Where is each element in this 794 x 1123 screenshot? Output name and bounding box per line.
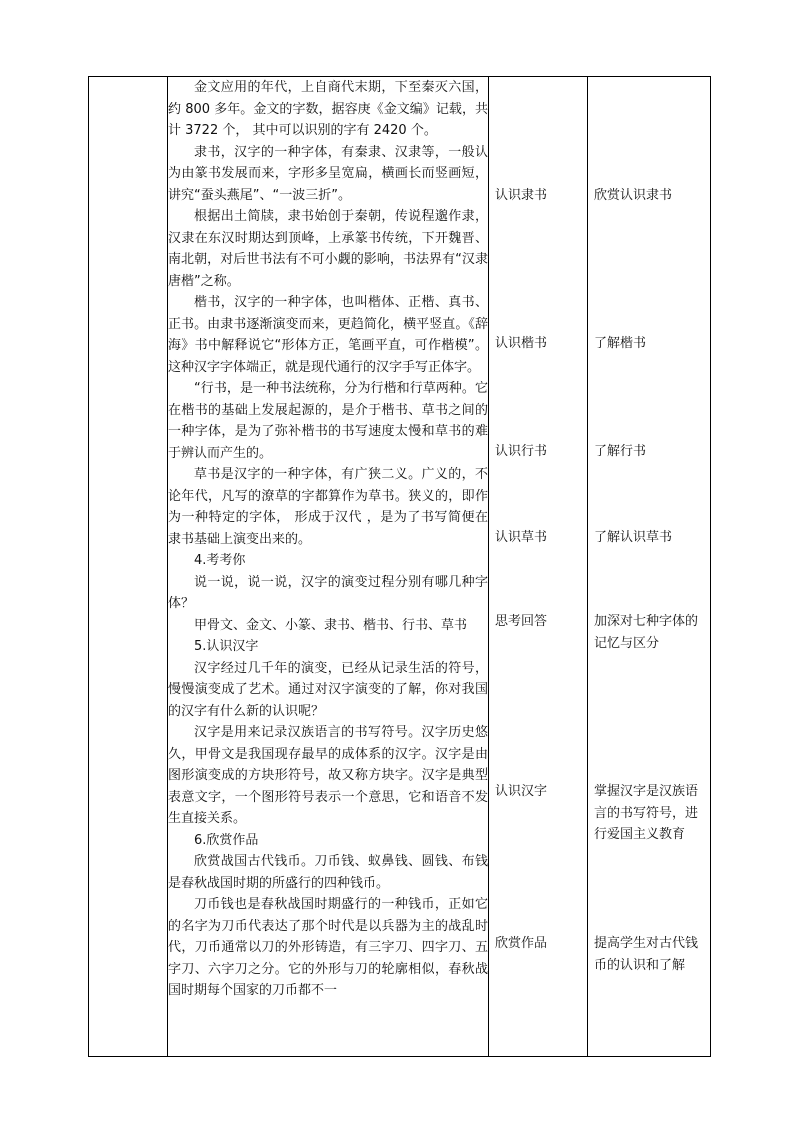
- paragraph-lishu-intro: 隶书，汉字的一种字体，有秦隶、汉隶等，一般认为由篆书发展而来，字形多呈宽扁，横画长而竖画短，讲究“蚕头燕尾”、“一波三折”。: [168, 144, 488, 203]
- activity-label: 欣赏作品: [495, 936, 548, 951]
- activity-label: 思考回答: [495, 614, 548, 629]
- paragraph-jinwen: 金文应用的年代，上自商代末期，下至秦灭六国，约 800 多年。金文的字数，据容庚《金文编》记载，共计 3722 个， 其中可以识别的字有 2420 个。: [168, 80, 488, 138]
- paragraph-recognize-answer: 汉字是用来记录汉族语言的书写符号。汉字历史悠久，甲骨文是我国现存最早的成体系的汉字。汉字是由图形演变成的方块形符号，故又称方块字。汉字是典型表意文字，一个图形符号表示一个意思，它和语音不发生直接关系。: [168, 725, 488, 826]
- paragraph-recognize-question: 汉字经过几千年的演变，已经从记录生活的符号，慢慢演变成了艺术。通过对汉字演变的了解，你对我国的汉字有什么新的认识呢？: [168, 660, 488, 719]
- design-intent-cell: [588, 77, 711, 1057]
- lesson-plan-table: [88, 76, 711, 1057]
- intent-label: 掌握汉字是汉族语言的书写符号，进行爱国主义教育: [594, 784, 699, 842]
- activity-label: 认识汉字: [495, 784, 548, 799]
- intent-label: 了解楷书: [594, 336, 647, 351]
- activity-label: 认识隶书: [495, 188, 548, 203]
- section-heading-recognize: 5.认识汉字: [194, 639, 259, 654]
- paragraph-quiz-question: 说一说，说一说，汉字的演变过程分别有哪几种字体？: [168, 574, 488, 611]
- paragraph-kaishu: 楷书，汉字的一种字体，也叫楷体、正楷、真书、正书。由隶书逐渐演变而来，更趋简化，横平竖直。《辞海》书中解释说它“形体方正，笔画平直，可作楷模”。这种汉字字体端正，就是现代通行的汉字手写正体字。: [168, 295, 488, 375]
- paragraph-knife-coin: 刀币钱也是春秋战国时期盛行的一种钱币，正如它的名字为刀币代表达了那个时代是以兵器为主的战乱时代，刀币通常以刀的外形铸造，有三字刀、四字刀、五字刀、六字刀之分。它的外形与刀的轮廓相似，春秋战国时期每个国家的刀币都不一: [168, 897, 488, 998]
- intent-label: 提高学生对古代钱币的认识和了解: [594, 936, 699, 973]
- intent-label: 欣赏认识隶书: [594, 188, 673, 203]
- paragraph-coins-intro: 欣赏战国古代钱币。刀币钱、蚁鼻钱、圆钱、布钱是春秋战国时期的所盛行的四种钱币。: [168, 854, 488, 891]
- intent-label: 了解行书: [594, 444, 647, 459]
- intent-label: 加深对七种字体的记忆与区分: [594, 614, 699, 651]
- section-heading-quiz: 4.考考你: [194, 553, 246, 568]
- teaching-content-cell: [168, 77, 489, 1057]
- activity-label: 认识草书: [495, 530, 548, 545]
- stage-cell: [89, 77, 168, 1057]
- student-activity-cell: [489, 77, 588, 1057]
- table-row: [89, 77, 711, 1057]
- paragraph-quiz-answer: 甲骨文、金文、小篆、隶书、楷书、行书、草书: [194, 617, 468, 633]
- section-heading-appreciate: 6.欣赏作品: [194, 832, 259, 848]
- paragraph-xingshu: “行书，是一种书法统称，分为行楷和行草两种。它在楷书的基础上发展起源的，是介于楷书、草书之间的一种字体，是为了弥补楷书的书写速度太慢和草书的难于辨认而产生的。: [168, 381, 488, 461]
- activity-label: 认识楷书: [495, 336, 548, 351]
- paragraph-caoshu: 草书是汉字的一种字体，有广狭二义。广义的，不论年代，凡写的潦草的字都算作为草书。狭义的，即作为一种特定的字体， 形成于汉代 ，是为了书写简便在隶书基础上演变出来的。: [168, 467, 488, 547]
- intent-label: 了解认识草书: [594, 530, 673, 545]
- paragraph-lishu-history: 根据出土简牍，隶书始创于秦朝，传说程邈作隶，汉隶在东汉时期达到顶峰，上承篆书传统，下开魏晋、南北朝，对后世书法有不可小觑的影响，书法界有“汉隶唐楷”之称。: [168, 209, 488, 289]
- activity-label: 认识行书: [495, 444, 548, 459]
